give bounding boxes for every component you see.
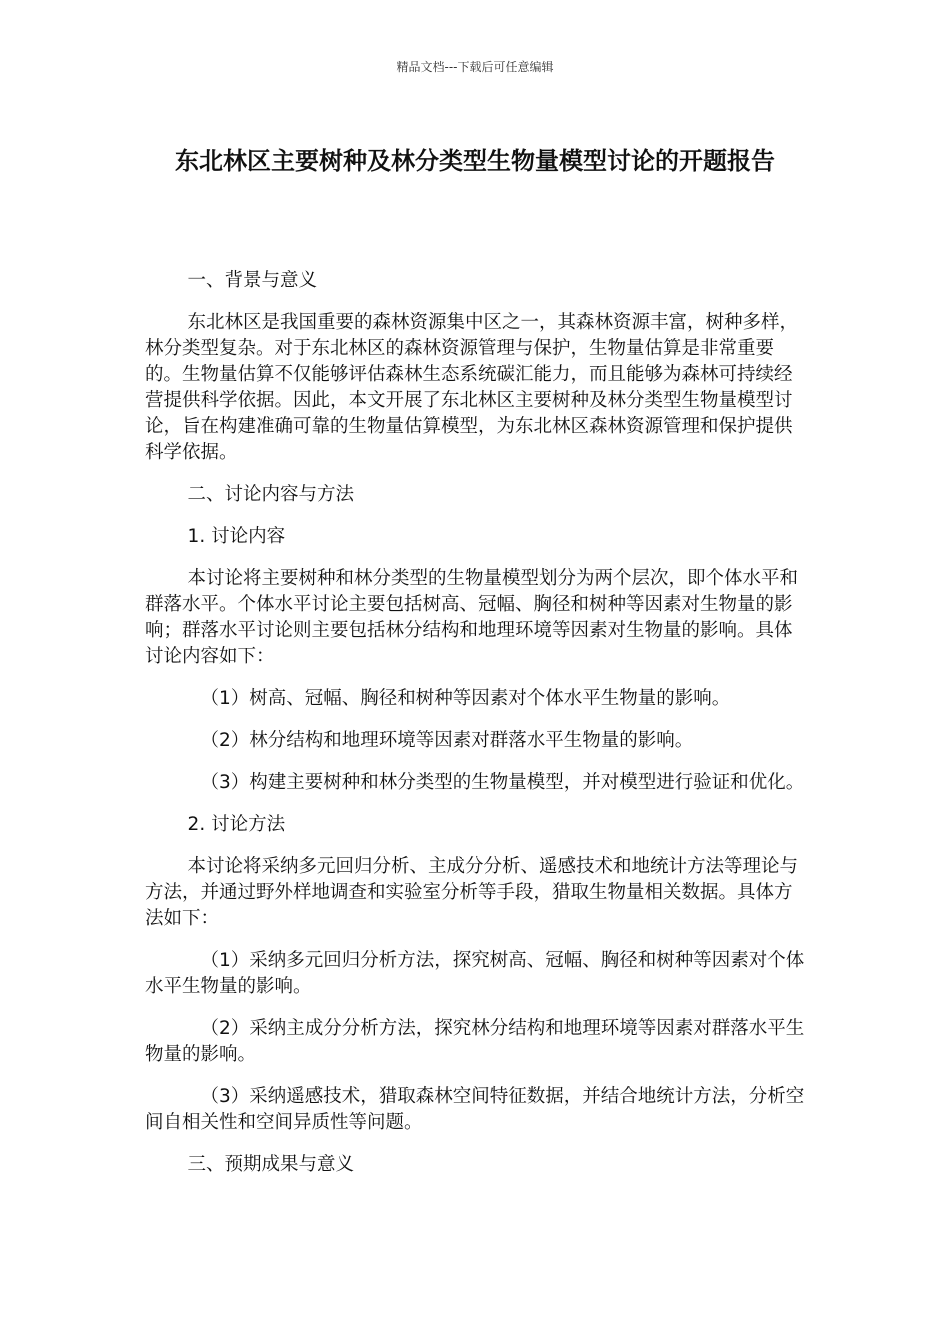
- section-heading: 二、讨论内容与方法: [187, 484, 355, 505]
- body-paragraph: 本讨论将采纳多元回归分析、主成分分析、遥感技术和地统计方法等理论与方法，并通过野外样地调查和实验室分析等手段，猎取生物量相关数据。具体方法如下：: [145, 856, 799, 929]
- section-heading: 一、背景与意义: [187, 270, 318, 291]
- body-paragraph: 本讨论将主要树种和林分类型的生物量模型划分为两个层次，即个体水平和群落水平。个体水平讨论主要包括树高、冠幅、胸径和树种等因素对生物量的影响；群落水平讨论则主要包括林分结构和地理环境等因素对生物量的影响。具体讨论内容如下：: [145, 568, 799, 667]
- document-title: 东北林区主要树种及林分类型生物量模型讨论的开题报告: [175, 147, 775, 175]
- list-item: （3）采纳遥感技术，猎取森林空间特征数据，并结合地统计方法，分析空间自相关性和空间异质性等问题。: [145, 1086, 805, 1133]
- document-body: [145, 268, 805, 1194]
- list-item: （2）采纳主成分分析方法，探究林分结构和地理环境等因素对群落水平生物量的影响。: [145, 1018, 805, 1065]
- page-header: 精品文档---下载后可任意编辑: [396, 60, 554, 74]
- subsection-heading: 1. 讨论内容: [187, 526, 286, 547]
- list-item: （1）树高、冠幅、胸径和树种等因素对个体水平生物量的影响。: [200, 688, 731, 709]
- list-item: （2）林分结构和地理环境等因素对群落水平生物量的影响。: [200, 730, 694, 751]
- list-item: （1）采纳多元回归分析方法，探究树高、冠幅、胸径和树种等因素对个体水平生物量的影响。: [145, 950, 805, 997]
- list-item: （3）构建主要树种和林分类型的生物量模型，并对模型进行验证和优化。: [200, 772, 805, 793]
- body-paragraph: 东北林区是我国重要的森林资源集中区之一，其森林资源丰富，树种多样，林分类型复杂。对于东北林区的森林资源管理与保护，生物量估算是非常重要的。生物量估算不仅能够评估森林生态系统碳汇能力，而且能够为森林可持续经营提供科学依据。因此，本文开展了东北林区主要树种及林分类型生物量模型讨论，旨在构建准确可靠的生物量估算模型，为东北林区森林资源管理和保护提供科学依据。: [145, 312, 799, 463]
- subsection-heading: 2. 讨论方法: [187, 814, 286, 835]
- section-heading: 三、预期成果与意义: [187, 1154, 355, 1175]
